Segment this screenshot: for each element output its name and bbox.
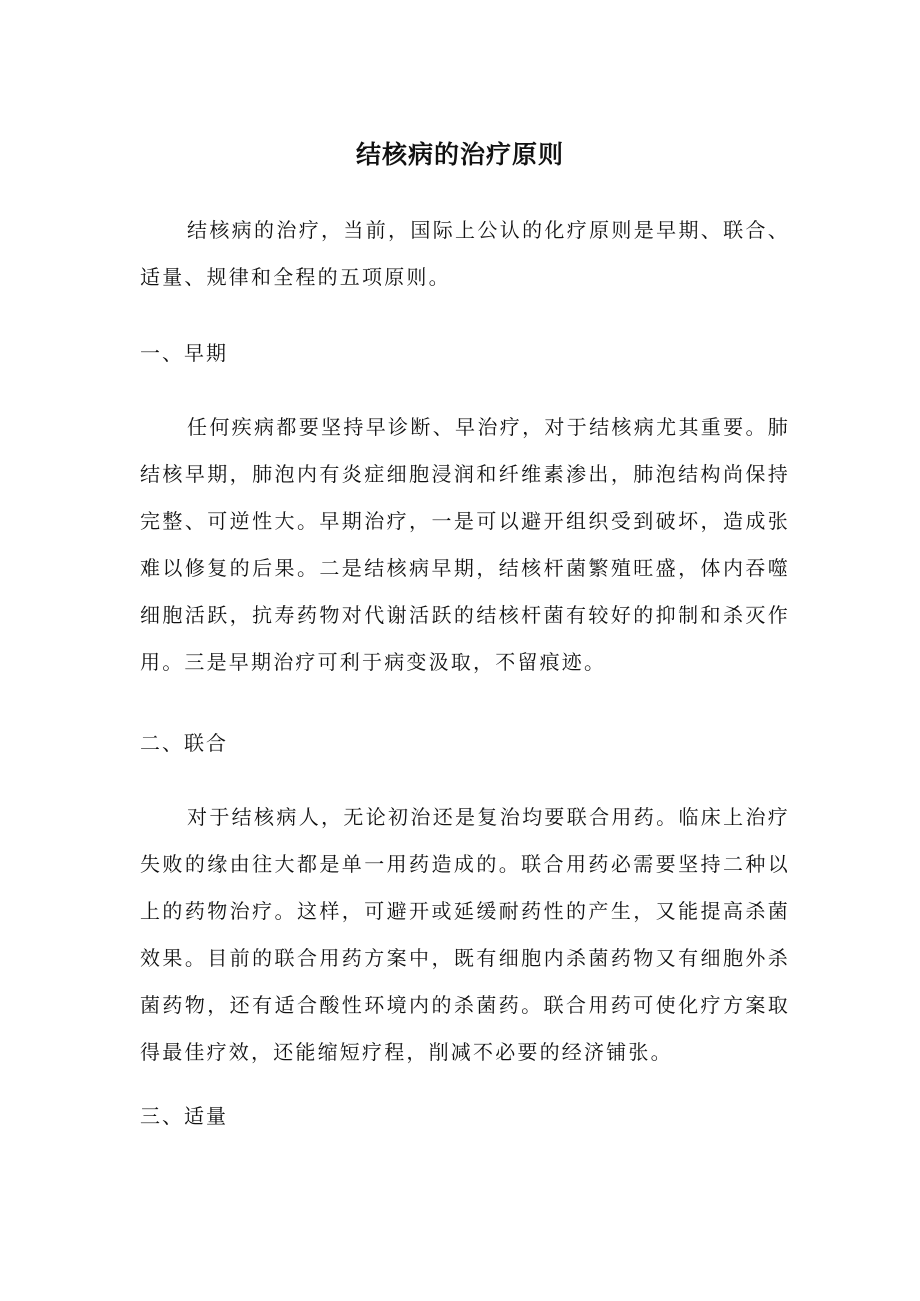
section-body-combination: 对于结核病人，无论初治还是复治均要联合用药。临床上治疗失败的缘由往大都是单一用药造成的。联合用药必需要坚持二种以上的药物治疗。这样，可避开或延缓耐药性的产生，又能提高杀菌效果。目前的联合用药方案中，既有细胞内杀菌药物又有细胞外杀菌药物，还有适合酸性环境内的杀菌药。联合用药可使化疗方案取得最佳疗效，还能缩短疗程，削减不必要的经济铺张。 [140,805,790,1064]
section-heading-early: 一、早期 [140,341,228,365]
document-title: 结核病的治疗原则 [355,140,564,169]
intro-paragraph: 结核病的治疗，当前，国际上公认的化疗原则是早期、联合、适量、规律和全程的五项原则。 [140,218,790,289]
section-heading-dosage: 三、适量 [140,1104,228,1128]
section-heading-combination: 二、联合 [140,731,228,755]
section-body-early: 任何疾病都要坚持早诊断、早治疗，对于结核病尤其重要。肺结核早期，肺泡内有炎症细胞浸润和纤维素渗出，肺泡结构尚保持完整、可逆性大。早期治疗，一是可以避开组织受到破坏，造成张难以修复的后果。二是结核病早期，结核杆菌繁殖旺盛，体内吞噬细胞活跃，抗寿药物对代谢活跃的结核杆菌有较好的抑制和杀灭作用。三是早期治疗可利于病变汲取，不留痕迹。 [140,415,790,674]
